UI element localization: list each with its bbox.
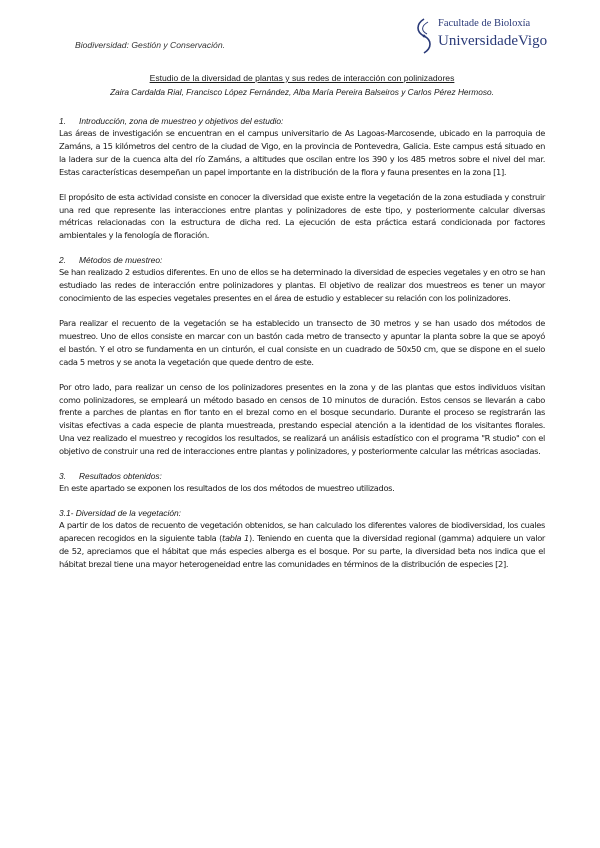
paragraph: Para realizar el recuento de la vegetación se ha establecido un transecto de 30 metros y se han usado dos métodos de muestreo. Uno de ellos consiste en marcar con un bastón cada metro de transecto y apuntar la planta sobre la que se apoyó el bastón. Y el otro se fundamenta en un cinturón, el cual consiste en un cuadrado de 50x50 cm, que se dispone en el suelo cada 5 metros y se anota la vegetación que quede dentro de este. xyxy=(59,317,545,367)
paragraph: Se han realizado 2 estudios diferentes. En uno de ellos se ha determinado la diversidad de especies vegetales y en otro se han estudiado las redes de interacción entre polinizadores y plantas. El objetivo de realizar dos muestreos es tener un mayor conocimiento de las especies vegetales presentes en el área de estudio y establecer su relación con los polinizadores. xyxy=(59,267,545,304)
paragraph: En este apartado se exponen los resultados de los dos métodos de muestreo utilizados. xyxy=(59,483,395,494)
paragraph-text: ). Teniendo en cuenta que la diversidad regional (gamma) adquiere un valor de 52, apreciamos que el hábitat que más especies alberga es el bosque. Por su parte, la diversidad beta nos indica que el hábitat brezal tiene una mayor heterogeneidad entre las comunidades en términos de la distribución de especies [2]. xyxy=(59,532,545,569)
paragraph: El propósito de esta actividad consiste en conocer la diversidad que existe entre la vegetación de la zona estudiada y construir una red que represente las interacciones entre plantas y polinizadores de este tipo, y posteriormente calcular diversas métricas relacionadas con la estructura de dicha red. La ejecución de esta práctica estará condicionada por factores ambientales y la fenología de floración. xyxy=(59,191,545,241)
section-number: 3. xyxy=(59,471,66,482)
table-reference: tabla 1 xyxy=(222,532,249,543)
paragraph-text: A partir de los datos de recuento de vegetación obtenidos, se han calculado los diferentes valores de biodiversidad, los cuales aparecen recogidos en la siguiente tabla ( xyxy=(59,519,545,543)
section-title: Introducción, zona de muestreo y objetivos del estudio: xyxy=(79,116,284,126)
paragraph: Por otro lado, para realizar un censo de los polinizadores presentes en la zona y de las plantas que estos individuos visitan como polinizadores, se empleará un método basado en censos de 10 minutos de duración. Estos censos se llevarán a cabo frente a parches de plantas en flor tanto en el brezal como en el bosque secundario. Durante el proceso se registrarán las visitas efectivas a cada especie de planta muestreada, prestando especial atención a la identidad de los visitantes florales. Una vez realizado el muestreo y recogidos los resultados, se realizará un análisis estadístico con el programa "R studio" con el objetivo de construir una red de interacciones entre plantas y polinizadores, y posteriormente calcular las métricas asociadas. xyxy=(59,381,545,457)
document-title: Estudio de la diversidad de plantas y sus redes de interacción con polinizadores xyxy=(149,73,455,83)
section-number: 2. xyxy=(59,255,66,266)
paragraph xyxy=(59,519,545,571)
section-heading xyxy=(59,115,545,127)
journal-header: Biodiversidad: Gestión y Conservación. xyxy=(75,40,225,50)
paragraph: Las áreas de investigación se encuentran en el campus universitario de As Lagoas-Marcosende, ubicado en la parroquia de Zamáns, a 15 kilómetros del centro de la ciudad de Vigo, en la provincia de Pontevedra, Galicia. Este campus está situado en la ladera sur de la cuenca alta del río Zamáns, a altitudes que oscilan entre los 390 y los 485 metros sobre el nivel del mar. Estas características desempeñan un papel importante en la distribución de la flora y fauna presentes en la zona [1]. xyxy=(59,128,545,177)
section-heading xyxy=(59,254,545,266)
logo-faculty-text: Facultade de Bioloxía xyxy=(438,18,531,29)
section-title: Resultados obtenidos: xyxy=(79,471,162,482)
logo-university-text: UniversidadeVigo xyxy=(438,33,548,49)
document-authors: Zaira Cardalda Rial, Francisco López Fernández, Alba María Pereira Balseiros y Carlos Pérez Hermoso. xyxy=(110,87,494,97)
section-title: Métodos de muestreo: xyxy=(79,255,163,266)
section-heading xyxy=(59,470,545,482)
university-logo xyxy=(412,16,548,58)
section-number: 1. xyxy=(59,116,66,126)
document-body xyxy=(59,72,545,571)
logo-swirl-icon xyxy=(412,16,436,56)
subsection-title: 3.1- Diversidad de la vegetación: xyxy=(59,507,181,518)
